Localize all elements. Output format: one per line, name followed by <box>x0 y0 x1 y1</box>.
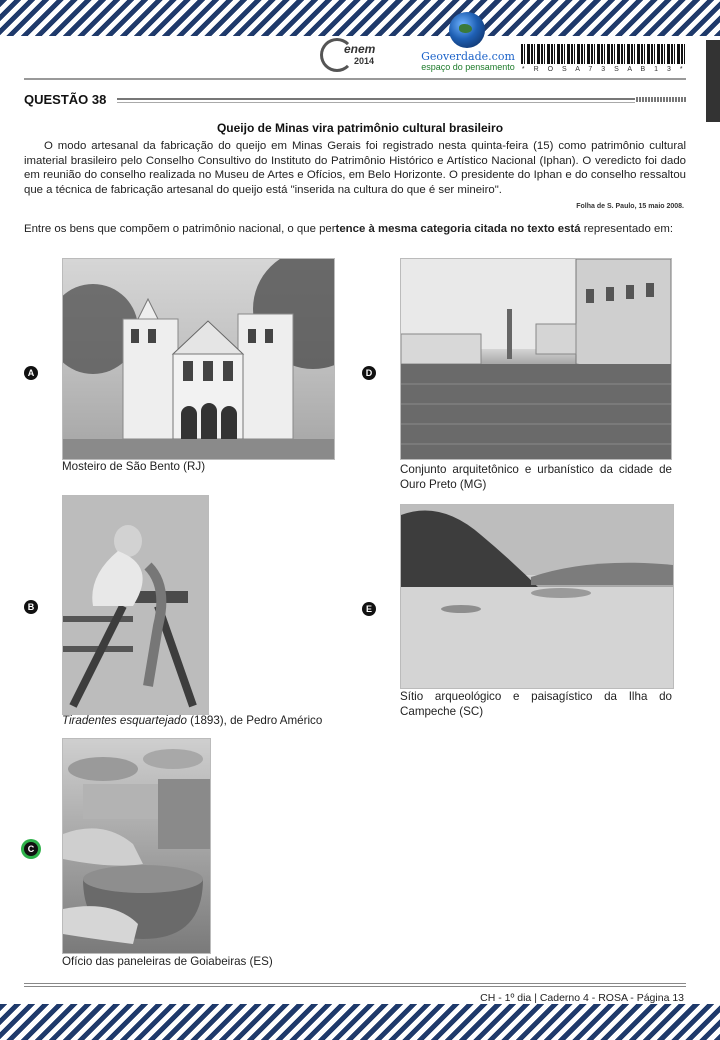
site-tagline: espaço do pensamento <box>421 62 515 72</box>
enem-logo-text: enem <box>344 42 376 56</box>
prompt-start: Entre os bens que compõem o patrimônio nacional, o que per <box>24 223 336 235</box>
side-tab-marker <box>706 40 720 122</box>
option-e-photo[interactable] <box>400 504 674 689</box>
question-title-dots <box>636 97 686 102</box>
globe-icon <box>449 12 485 48</box>
island-beach-illustration <box>401 505 673 688</box>
option-a-caption: Mosteiro de São Bento (RJ) <box>62 460 206 473</box>
prompt-end: representado em: <box>583 223 673 235</box>
question-title: QUESTÃO 38 <box>24 92 107 107</box>
option-d-marker[interactable]: D <box>362 366 376 380</box>
enem-logo <box>320 36 390 70</box>
option-d-photo[interactable] <box>400 258 672 460</box>
question-prompt <box>24 222 686 236</box>
article-body <box>24 139 686 197</box>
option-e-marker[interactable]: E <box>362 602 376 616</box>
option-b-marker[interactable]: B <box>24 600 38 614</box>
option-b-caption-title: Tiradentes esquartejado <box>62 714 187 727</box>
barcode <box>521 44 687 64</box>
site-name[interactable]: Geoverdade.com <box>421 50 515 63</box>
ouro-preto-illustration <box>401 259 671 459</box>
question-title-rule <box>117 98 635 103</box>
enem-year: 2014 <box>354 56 375 66</box>
barcode-text: * R O S A 7 3 S A B 1 3 * <box>521 66 687 73</box>
option-e-caption: Sítio arqueológico e paisagístico da Ilha do Campeche (SC) <box>400 690 672 718</box>
top-stripe-border <box>0 0 720 36</box>
option-a-marker[interactable]: A <box>24 366 38 380</box>
page-footer: CH - 1º dia | Caderno 4 - ROSA - Página 13 <box>480 992 684 1004</box>
option-d-caption: Conjunto arquitetônico e urbanístico da cidade de Ouro Preto (MG) <box>400 463 672 491</box>
monastery-illustration <box>63 259 334 459</box>
article-source: Folha de S. Paulo, 15 maio 2008. <box>576 203 684 210</box>
painting-illustration <box>63 496 208 714</box>
option-b-photo[interactable] <box>62 495 209 715</box>
prompt-bold: tence à mesma categoria citada no texto está <box>335 223 581 235</box>
header-divider <box>24 78 686 80</box>
article-title: Queijo de Minas vira patrimônio cultural brasileiro <box>216 121 504 135</box>
bottom-stripe-border <box>0 1004 720 1040</box>
option-b-caption <box>62 714 322 729</box>
article-text: O modo artesanal da fabricação do queijo em Minas Gerais foi registrado nesta quinta-feira (15) como patrimônio cultural imaterial brasileiro pelo Conselho Consultivo do Instituto do Patrimônio Histórico e Artístico Nacional (Iphan). O veredicto foi dado em reunião do conselho realizada no Museu de Artes e Ofícios, em Belo Horizonte. O presidente do Iphan e do conselho ressaltou que a técnica de fabricação artesanal do queijo está "inserida na cultura do que é ser mineiro". <box>24 140 686 196</box>
clay-pot-illustration <box>63 739 210 953</box>
option-c-caption: Ofício das paneleiras de Goiabeiras (ES) <box>62 955 273 968</box>
option-a-photo[interactable] <box>62 258 335 460</box>
option-c-marker-correct[interactable]: C <box>24 842 38 856</box>
option-b-caption-rest: (1893), de Pedro Américo <box>186 714 323 727</box>
footer-divider <box>24 983 686 987</box>
option-c-photo[interactable] <box>62 738 211 954</box>
